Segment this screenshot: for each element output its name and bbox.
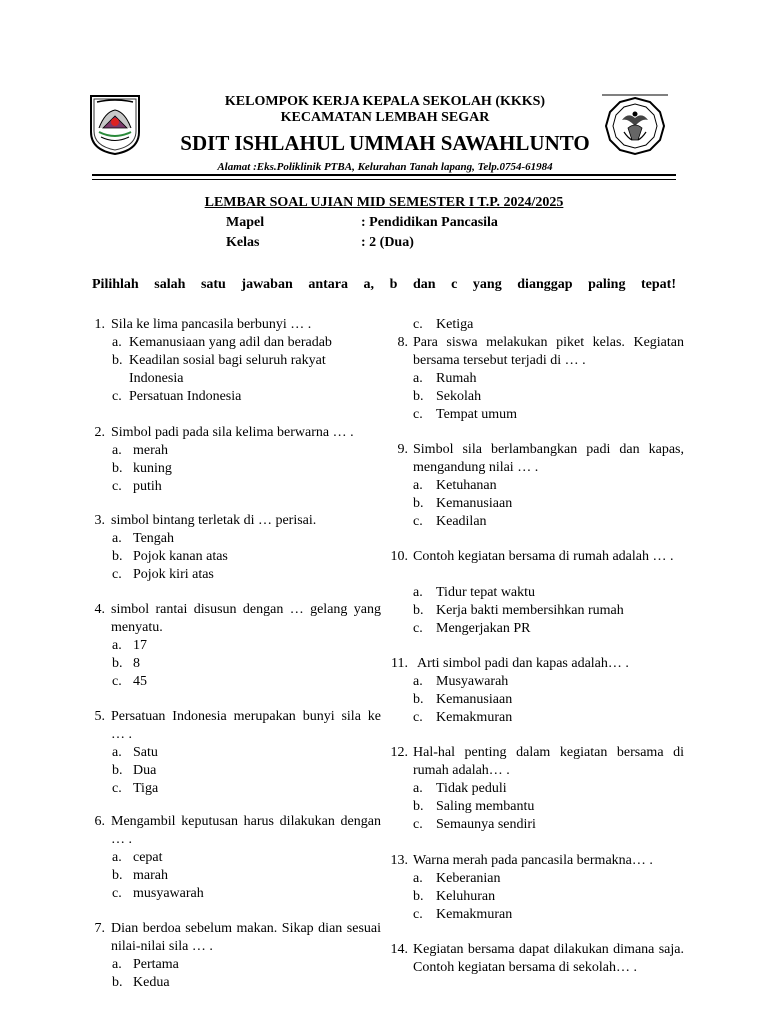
option-text: Keberanian [436, 871, 501, 886]
question-number: 13. [390, 853, 408, 868]
option-text: Kemakmuran [436, 907, 513, 922]
kelas-value: : 2 (Dua) [361, 235, 414, 250]
option-text: Kemakmuran [436, 710, 513, 725]
option-key: a. [112, 335, 122, 350]
option-key: a. [413, 674, 423, 689]
school-address: Alamat :Eks.Poliklinik PTBA, Kelurahan Tanah lapang, Telp.0754-61984 [217, 161, 553, 173]
question-number: 6. [94, 814, 105, 829]
emblem-icon [89, 94, 141, 156]
option-text: Keadilan sosial bagi seluruh rakyat Indonesia [129, 353, 326, 386]
question-number: 1. [94, 317, 105, 332]
option-key: c. [413, 514, 423, 529]
option-text: Keadilan [436, 514, 487, 529]
option-text: Kemanusiaan [436, 692, 513, 707]
option-text: putih [133, 479, 162, 494]
option-text: merah [133, 443, 168, 458]
option-text: Satu [133, 745, 158, 760]
option-key: a. [112, 638, 122, 653]
question-number: 14. [390, 942, 408, 957]
question-text: Arti simbol padi dan kapas adalah… . [417, 656, 629, 671]
question-number: 3. [94, 513, 105, 528]
kecamatan-heading: KECAMATAN LEMBAH SEGAR [280, 110, 490, 125]
option-key: b. [112, 549, 123, 564]
question-text: simbol bintang terletak di … perisai. [111, 513, 317, 528]
question-number: 12. [390, 745, 408, 760]
header-divider-thin [92, 179, 676, 180]
mapel-label: Mapel [226, 215, 265, 230]
option-text: Musyawarah [436, 674, 509, 689]
option-key: b. [112, 868, 123, 883]
question-text: Persatuan Indonesia merupakan bunyi sila ke … . [111, 709, 381, 742]
question-number: 4. [94, 602, 105, 617]
option-text: Tidur tepat waktu [436, 585, 536, 600]
option-key: b. [413, 692, 424, 707]
option-text: Tempat umum [436, 407, 518, 422]
question-text: Dian berdoa sebelum makan. Sikap dian sesuai nilai-nilai sila … . [111, 921, 381, 954]
option-text: Pertama [133, 957, 179, 972]
option-key: b. [413, 889, 424, 904]
option-key: c. [112, 674, 122, 689]
question-text: Para siswa melakukan piket kelas. Kegiatan bersama tersebut terjadi di … . [413, 335, 684, 368]
header-divider-thick [92, 174, 676, 176]
option-text: Tengah [133, 531, 175, 546]
option-text: Tidak peduli [436, 781, 507, 796]
option-key: a. [112, 531, 122, 546]
option-key: c. [413, 621, 423, 636]
question-text: Hal-hal penting dalam kegiatan bersama di rumah adalah… . [413, 745, 684, 778]
question-number: 7. [94, 921, 105, 936]
option-text: cepat [133, 850, 163, 865]
option-key: b. [413, 389, 424, 404]
option-key: c. [112, 886, 122, 901]
question-text: Contoh kegiatan bersama di rumah adalah … . [413, 549, 674, 564]
option-text: musyawarah [133, 886, 204, 901]
kelas-label: Kelas [226, 235, 260, 250]
mapel-value: : Pendidikan Pancasila [361, 215, 498, 230]
option-text: Rumah [436, 371, 477, 386]
question-text: Simbol sila berlambangkan padi dan kapas, mengandung nilai … . [413, 442, 684, 475]
option-key: a. [413, 585, 423, 600]
question-number: 9. [397, 442, 408, 457]
option-text: Kedua [133, 975, 170, 990]
option-text: Kemanusiaan [436, 496, 513, 511]
option-text: Kemanusiaan yang adil dan beradab [129, 335, 332, 350]
option-key: c. [112, 567, 122, 582]
option-text: Semaunya sendiri [436, 817, 536, 832]
option-key: b. [112, 461, 123, 476]
option-key: a. [413, 478, 423, 493]
option-text: Keluhuran [436, 889, 496, 904]
instruction: Pilihlah salah satu jawaban antara a, b dan c yang dianggap paling tepat! [92, 277, 676, 292]
option-text: Kerja bakti membersihkan rumah [436, 603, 624, 618]
question-text: Kegiatan bersama dapat dilakukan dimana saja. Contoh kegiatan bersama di sekolah… . [413, 942, 684, 975]
option-key: c. [112, 479, 122, 494]
option-key: b. [413, 603, 424, 618]
option-key: c. [413, 317, 423, 332]
question-text: Warna merah pada pancasila bermakna… . [413, 853, 653, 868]
option-text: 17 [133, 638, 147, 653]
option-text: Sekolah [436, 389, 482, 404]
question-number: 11. [391, 656, 408, 671]
option-text: Pojok kanan atas [133, 549, 228, 564]
option-key: c. [112, 781, 122, 796]
option-text: Mengerjakan PR [436, 621, 531, 636]
question-text: Simbol padi pada sila kelima berwarna … . [111, 425, 354, 440]
option-key: a. [413, 781, 423, 796]
option-key: b. [112, 975, 123, 990]
option-text: Saling membantu [436, 799, 535, 814]
option-key: c. [413, 907, 423, 922]
option-text: Ketiga [436, 317, 474, 332]
option-key: c. [413, 710, 423, 725]
exam-title: LEMBAR SOAL UJIAN MID SEMESTER I T.P. 2024/2025 [204, 195, 564, 210]
option-key: a. [413, 871, 423, 886]
option-key: c. [413, 407, 423, 422]
option-key: b. [413, 496, 424, 511]
option-key: a. [112, 745, 122, 760]
question-number: 2. [94, 425, 105, 440]
school-name: SDIT ISHLAHUL UMMAH SAWAHLUNTO [180, 131, 590, 155]
option-text: marah [133, 868, 168, 883]
option-key: b. [112, 656, 123, 671]
option-key: a. [112, 443, 122, 458]
option-key: b. [112, 353, 123, 368]
kkks-heading: KELOMPOK KERJA KEPALA SEKOLAH (KKKS) [224, 94, 546, 109]
option-key: c. [112, 389, 122, 404]
option-text: Ketuhanan [436, 478, 497, 493]
option-text: 8 [133, 656, 140, 671]
option-key: a. [112, 850, 122, 865]
option-key: c. [413, 817, 423, 832]
question-number: 5. [94, 709, 105, 724]
question-number: 10. [390, 549, 408, 564]
option-text: Persatuan Indonesia [129, 389, 242, 404]
question-text: Mengambil keputusan harus dilakukan dengan … . [111, 814, 381, 847]
option-key: b. [413, 799, 424, 814]
question-text: Sila ke lima pancasila berbunyi … . [111, 317, 312, 332]
option-key: b. [112, 763, 123, 778]
option-key: a. [413, 371, 423, 386]
question-text: simbol rantai disusun dengan … gelang yang menyatu. [111, 602, 381, 635]
question-number: 8. [397, 335, 408, 350]
option-text: kuning [133, 461, 172, 476]
option-text: Dua [133, 763, 157, 778]
option-text: Pojok kiri atas [133, 567, 214, 582]
option-text: 45 [133, 674, 147, 689]
option-text: Tiga [133, 781, 159, 796]
option-key: a. [112, 957, 122, 972]
